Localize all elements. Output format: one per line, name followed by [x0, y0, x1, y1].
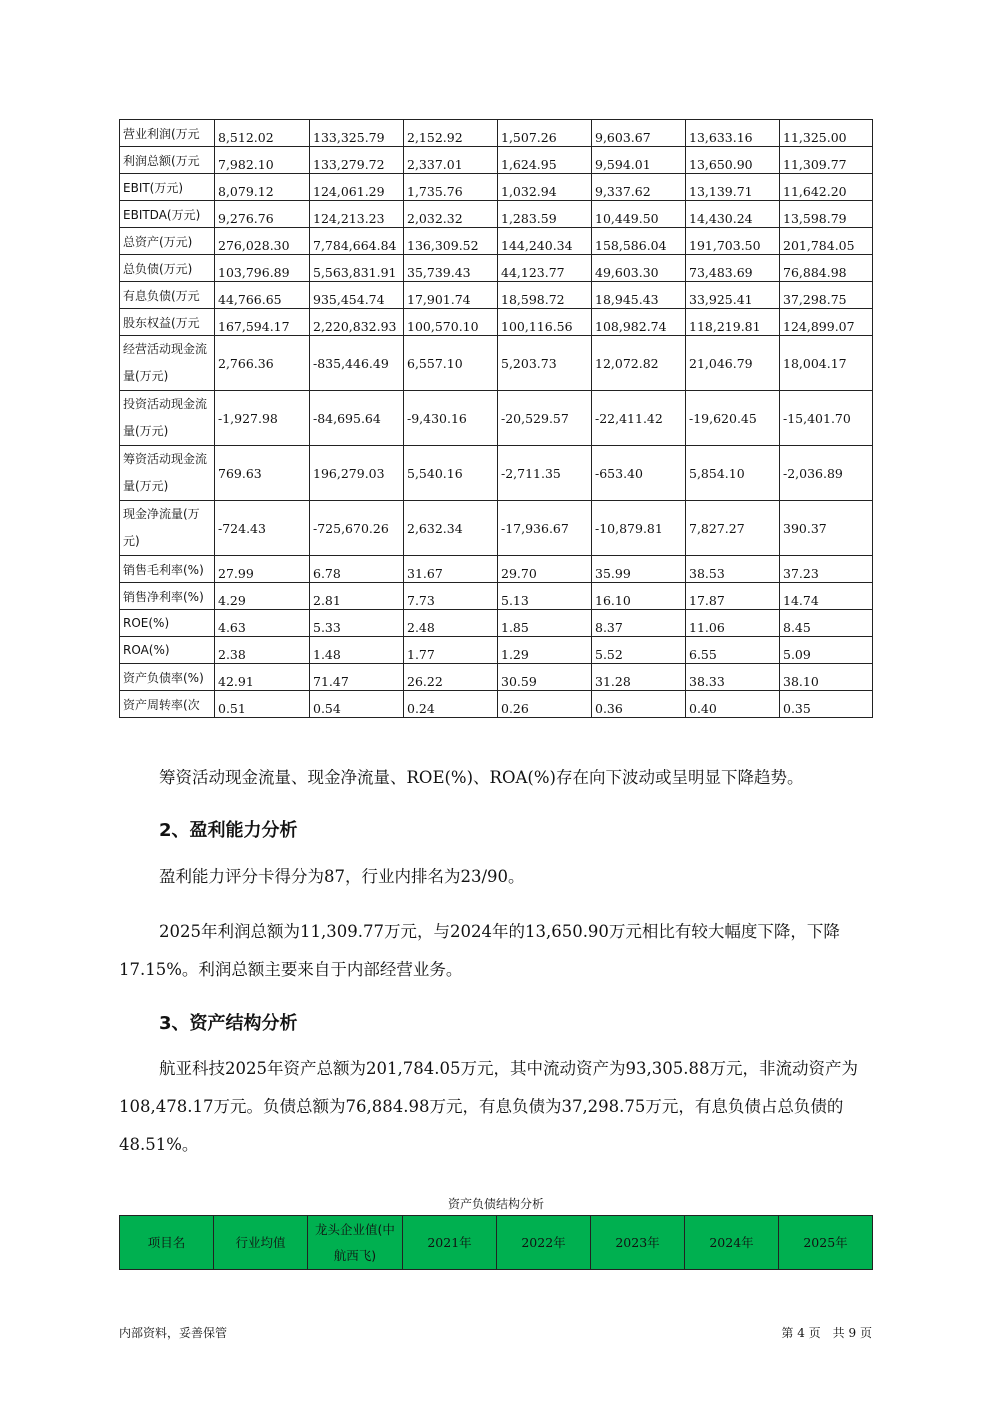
cell-value: -725,670.26 — [310, 501, 404, 556]
cell-value: 7,784,664.84 — [310, 228, 404, 255]
cell-value: 37,298.75 — [780, 282, 873, 309]
cell-value: 31.28 — [592, 664, 686, 691]
cell-value: 27.99 — [215, 556, 310, 583]
cell-value: 7,982.10 — [215, 147, 310, 174]
row-label: 投资活动现金流量(万元) — [120, 391, 215, 446]
cell-value: 144,240.34 — [498, 228, 592, 255]
cell-value: -653.40 — [592, 446, 686, 501]
cell-value: 8,079.12 — [215, 174, 310, 201]
cell-value: 136,309.52 — [404, 228, 498, 255]
cell-value: 1,032.94 — [498, 174, 592, 201]
profit-analysis-heading: 2、盈利能力分析 — [159, 820, 298, 841]
cell-value: 6.78 — [310, 556, 404, 583]
cell-value: 33,925.41 — [686, 282, 780, 309]
cell-value: 1.77 — [404, 637, 498, 664]
row-label: 经营活动现金流量(万元) — [120, 336, 215, 391]
header-cell: 2021年 — [403, 1216, 497, 1270]
cell-value: 5,540.16 — [404, 446, 498, 501]
row-label: 总负债(万元) — [120, 255, 215, 282]
table-row — [120, 255, 873, 282]
cell-value: 76,884.98 — [780, 255, 873, 282]
page-total: 9 — [848, 1326, 857, 1340]
asset-structure-paragraph: 航亚科技2025年资产总额为201,784.05万元，其中流动资产为93,305.88万元，非流动资产为108,478.17万元。负债总额为76,884.98万元，有息负债为37,298.75万元，有息负债占总负债的48.51%。 — [119, 1059, 858, 1154]
cell-value: 390.37 — [780, 501, 873, 556]
cell-value: -1,927.98 — [215, 391, 310, 446]
cell-value: 35,739.43 — [404, 255, 498, 282]
cell-value: 158,586.04 — [592, 228, 686, 255]
row-label: EBITDA(万元) — [120, 201, 215, 228]
financial-indicators-table — [119, 119, 873, 718]
cell-value: 2.81 — [310, 583, 404, 610]
cell-value: 18,945.43 — [592, 282, 686, 309]
cell-value: 5,203.73 — [498, 336, 592, 391]
cell-value: 11,309.77 — [780, 147, 873, 174]
table-row — [120, 446, 873, 501]
cell-value: -22,411.42 — [592, 391, 686, 446]
cell-value: 6,557.10 — [404, 336, 498, 391]
cell-value: 44,123.77 — [498, 255, 592, 282]
cell-value: 0.54 — [310, 691, 404, 718]
cell-value: 7,827.27 — [686, 501, 780, 556]
cell-value: -10,879.81 — [592, 501, 686, 556]
table-row — [120, 228, 873, 255]
row-label: 有息负债(万元 — [120, 282, 215, 309]
cell-value: -2,711.35 — [498, 446, 592, 501]
cell-value: -15,401.70 — [780, 391, 873, 446]
cell-value: 14.74 — [780, 583, 873, 610]
cell-value: 10,449.50 — [592, 201, 686, 228]
cell-value: 9,603.67 — [592, 120, 686, 147]
page-suffix: 页 — [859, 1326, 872, 1340]
table-row — [120, 664, 873, 691]
cell-value: 9,594.01 — [592, 147, 686, 174]
table-row — [120, 309, 873, 336]
cell-value: 73,483.69 — [686, 255, 780, 282]
cell-value: 9,276.76 — [215, 201, 310, 228]
table-caption: 资产负债结构分析 — [447, 1197, 544, 1211]
cell-value: -9,430.16 — [404, 391, 498, 446]
table-row — [120, 691, 873, 718]
cell-value: 6.55 — [686, 637, 780, 664]
cell-value: 133,279.72 — [310, 147, 404, 174]
page-prefix: 第 — [781, 1326, 794, 1340]
row-label: 营业利润(万元 — [120, 120, 215, 147]
cell-value: 13,598.79 — [780, 201, 873, 228]
table-row — [120, 336, 873, 391]
cell-value: 5.13 — [498, 583, 592, 610]
cell-value: 11.06 — [686, 610, 780, 637]
cell-value: -835,446.49 — [310, 336, 404, 391]
cell-value: 124,061.29 — [310, 174, 404, 201]
cell-value: 29.70 — [498, 556, 592, 583]
cell-value: 12,072.82 — [592, 336, 686, 391]
cell-value: 26.22 — [404, 664, 498, 691]
footer-confidential-note: 内部资料，妥善保管 — [119, 1326, 228, 1340]
cell-value: 1.48 — [310, 637, 404, 664]
table-row — [120, 556, 873, 583]
cell-value: 1,507.26 — [498, 120, 592, 147]
cell-value: -84,695.64 — [310, 391, 404, 446]
cell-value: 2,220,832.93 — [310, 309, 404, 336]
cell-value: 2,032.32 — [404, 201, 498, 228]
row-label: 总资产(万元) — [120, 228, 215, 255]
cell-value: 191,703.50 — [686, 228, 780, 255]
cell-value: 11,642.20 — [780, 174, 873, 201]
cell-value: 1.29 — [498, 637, 592, 664]
cell-value: 0.36 — [592, 691, 686, 718]
trend-paragraph: 筹资活动现金流量、现金净流量、ROE(%)、ROA(%)存在向下波动或呈明显下降趋势。 — [159, 768, 804, 787]
cell-value: 100,570.10 — [404, 309, 498, 336]
header-cell: 2023年 — [591, 1216, 685, 1270]
cell-value: 17,901.74 — [404, 282, 498, 309]
cell-value: 30.59 — [498, 664, 592, 691]
cell-value: 0.26 — [498, 691, 592, 718]
cell-value: 1,735.76 — [404, 174, 498, 201]
cell-value: 13,139.71 — [686, 174, 780, 201]
cell-value: 14,430.24 — [686, 201, 780, 228]
cell-value: 124,899.07 — [780, 309, 873, 336]
cell-value: 118,219.81 — [686, 309, 780, 336]
table-row — [120, 583, 873, 610]
header-cell: 2024年 — [685, 1216, 779, 1270]
cell-value: 38.10 — [780, 664, 873, 691]
table-row — [120, 174, 873, 201]
cell-value: 2,152.92 — [404, 120, 498, 147]
table-row — [120, 201, 873, 228]
cell-value: 935,454.74 — [310, 282, 404, 309]
cell-value: 13,650.90 — [686, 147, 780, 174]
cell-value: 8,512.02 — [215, 120, 310, 147]
row-label: 股东权益(万元 — [120, 309, 215, 336]
table-row — [120, 501, 873, 556]
cell-value: 38.53 — [686, 556, 780, 583]
cell-value: 5.52 — [592, 637, 686, 664]
page-number — [781, 1324, 872, 1341]
cell-value: 37.23 — [780, 556, 873, 583]
cell-value: 49,603.30 — [592, 255, 686, 282]
row-label: EBIT(万元) — [120, 174, 215, 201]
cell-value: -2,036.89 — [780, 446, 873, 501]
cell-value: 8.45 — [780, 610, 873, 637]
cell-value: 2,766.36 — [215, 336, 310, 391]
table-header-row — [120, 1216, 873, 1270]
cell-value: 108,982.74 — [592, 309, 686, 336]
cell-value: 1,624.95 — [498, 147, 592, 174]
row-label: 销售毛利率(%) — [120, 556, 215, 583]
header-cell: 龙头企业值(中航西飞) — [308, 1216, 403, 1270]
cell-value: 5,854.10 — [686, 446, 780, 501]
row-label: ROA(%) — [120, 637, 215, 664]
cell-value: 11,325.00 — [780, 120, 873, 147]
cell-value: 21,046.79 — [686, 336, 780, 391]
profit-detail-paragraph: 2025年利润总额为11,309.77万元，与2024年的13,650.90万元相比有较大幅度下降，下降17.15%。利润总额主要来自于内部经营业务。 — [119, 922, 840, 979]
row-label: 资产周转率(次 — [120, 691, 215, 718]
table-row — [120, 391, 873, 446]
cell-value: 31.67 — [404, 556, 498, 583]
cell-value: 9,337.62 — [592, 174, 686, 201]
cell-value: 2,337.01 — [404, 147, 498, 174]
row-label: ROE(%) — [120, 610, 215, 637]
cell-value: 18,598.72 — [498, 282, 592, 309]
cell-value: 44,766.65 — [215, 282, 310, 309]
cell-value: 100,116.56 — [498, 309, 592, 336]
header-cell: 项目名 — [120, 1216, 214, 1270]
profit-score-paragraph: 盈利能力评分卡得分为87，行业内排名为23/90。 — [159, 867, 525, 886]
cell-value: 38.33 — [686, 664, 780, 691]
cell-value: 133,325.79 — [310, 120, 404, 147]
cell-value: 1,283.59 — [498, 201, 592, 228]
table-row — [120, 120, 873, 147]
cell-value: -724.43 — [215, 501, 310, 556]
cell-value: 167,594.17 — [215, 309, 310, 336]
row-label: 资产负债率(%) — [120, 664, 215, 691]
cell-value: 769.63 — [215, 446, 310, 501]
row-label: 销售净利率(%) — [120, 583, 215, 610]
cell-value: 0.40 — [686, 691, 780, 718]
cell-value: -17,936.67 — [498, 501, 592, 556]
cell-value: 196,279.03 — [310, 446, 404, 501]
cell-value: 2.38 — [215, 637, 310, 664]
cell-value: 124,213.23 — [310, 201, 404, 228]
cell-value: -20,529.57 — [498, 391, 592, 446]
cell-value: 276,028.30 — [215, 228, 310, 255]
table-row — [120, 610, 873, 637]
cell-value: 42.91 — [215, 664, 310, 691]
cell-value: 0.51 — [215, 691, 310, 718]
cell-value: 35.99 — [592, 556, 686, 583]
cell-value: 103,796.89 — [215, 255, 310, 282]
row-label: 现金净流量(万元) — [120, 501, 215, 556]
table-row — [120, 147, 873, 174]
cell-value: 71.47 — [310, 664, 404, 691]
cell-value: 201,784.05 — [780, 228, 873, 255]
header-cell: 行业均值 — [214, 1216, 308, 1270]
cell-value: 1.85 — [498, 610, 592, 637]
cell-value: 4.29 — [215, 583, 310, 610]
asset-structure-heading: 3、资产结构分析 — [159, 1013, 298, 1034]
asset-liability-structure-table — [119, 1215, 873, 1270]
table-row — [120, 282, 873, 309]
row-label: 筹资活动现金流量(万元) — [120, 446, 215, 501]
cell-value: 0.35 — [780, 691, 873, 718]
header-cell: 2022年 — [497, 1216, 591, 1270]
cell-value: 0.24 — [404, 691, 498, 718]
cell-value: 5.33 — [310, 610, 404, 637]
cell-value: 13,633.16 — [686, 120, 780, 147]
cell-value: 17.87 — [686, 583, 780, 610]
cell-value: 5,563,831.91 — [310, 255, 404, 282]
cell-value: 5.09 — [780, 637, 873, 664]
cell-value: 2,632.34 — [404, 501, 498, 556]
cell-value: -19,620.45 — [686, 391, 780, 446]
cell-value: 7.73 — [404, 583, 498, 610]
table-row — [120, 637, 873, 664]
cell-value: 16.10 — [592, 583, 686, 610]
cell-value: 8.37 — [592, 610, 686, 637]
row-label: 利润总额(万元 — [120, 147, 215, 174]
page-current: 4 — [797, 1326, 805, 1340]
header-cell: 2025年 — [779, 1216, 873, 1270]
cell-value: 18,004.17 — [780, 336, 873, 391]
cell-value: 4.63 — [215, 610, 310, 637]
page-mid: 页 共 — [808, 1326, 845, 1340]
cell-value: 2.48 — [404, 610, 498, 637]
